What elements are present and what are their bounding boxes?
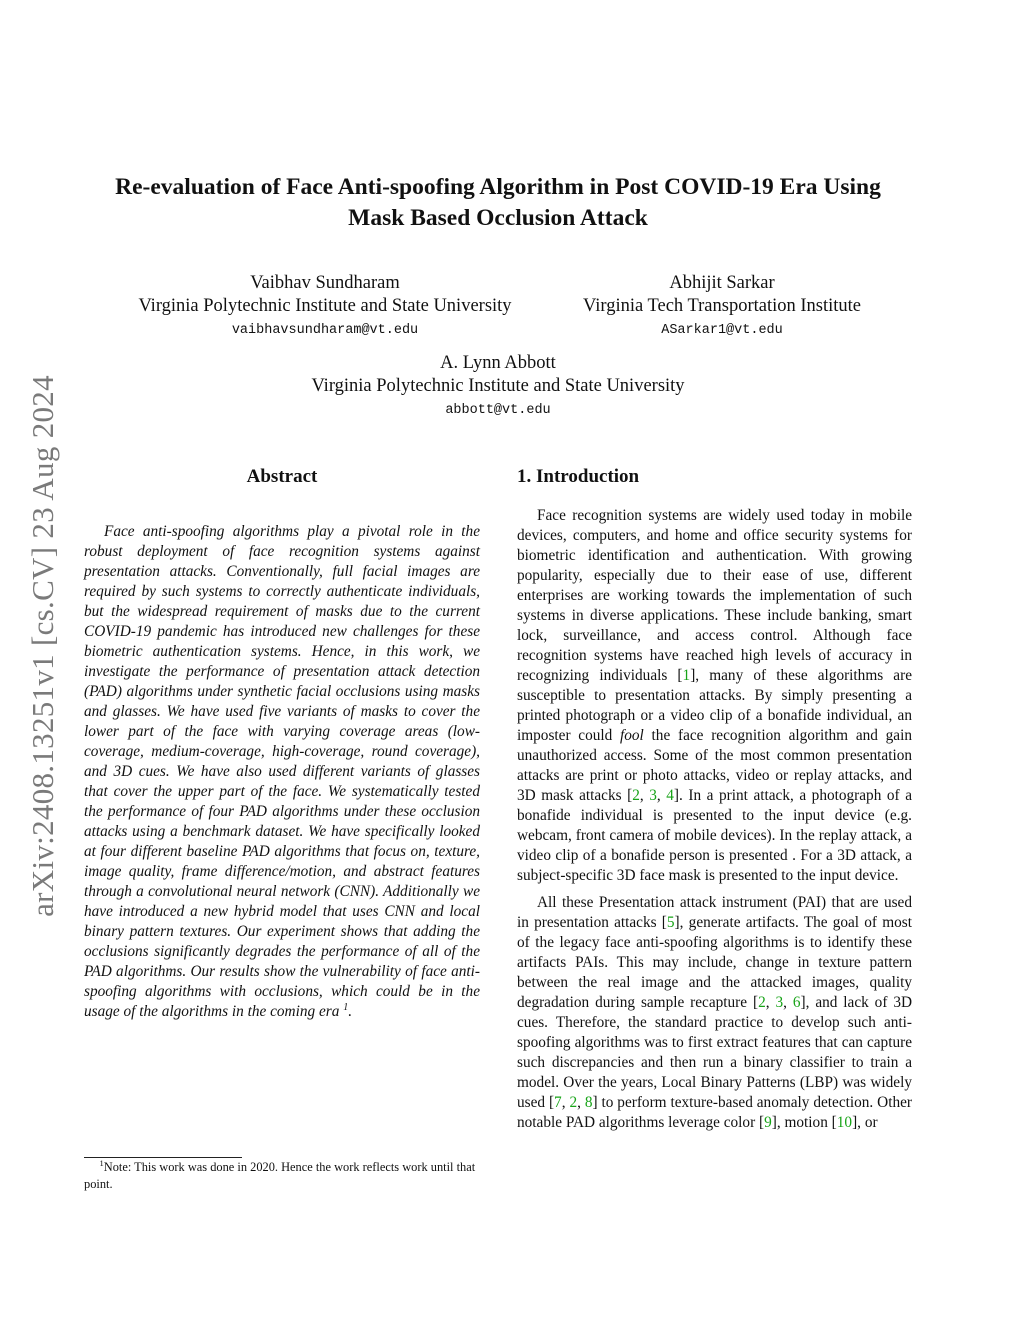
footnote-marker[interactable]: 1: [343, 1001, 349, 1013]
text-run: ] to perform texture-based anomaly detection. Other notable PAD algorithms leverage color [: [517, 1094, 912, 1131]
author-block-3: [200, 352, 796, 422]
citation-link[interactable]: 3: [775, 994, 784, 1011]
intro-paragraph-2: [517, 893, 912, 1133]
text-run: ,: [639, 787, 650, 804]
text-run: ], many of these algorithms are susceptible to presentation attacks. By simply presenting a printed photograph or a video clip of a bonafide individual, an imposter could: [517, 667, 912, 744]
text-run: ]. In a print attack, a photograph of a bonafide individual is presented to the input device (e.g. webcam, front camera of mobile devices). In the replay attack, a video clip of a bonafide person is presented . For a 3D attack, a subject-specific 3D face mask is presented to the input device.: [517, 787, 912, 884]
abstract-heading: Abstract: [246, 466, 318, 487]
emphasis-text: fool: [620, 727, 644, 744]
text-run: ,: [656, 787, 667, 804]
introduction-heading: 1. Introduction: [517, 466, 640, 487]
intro-paragraph-1: [517, 506, 912, 886]
footnote-number: 1: [99, 1157, 104, 1168]
citation-link[interactable]: 1: [682, 667, 691, 684]
arxiv-identifier: arXiv:2408.13251v1 [cs.CV] 23 Aug 2024: [25, 375, 60, 917]
text-run: ,: [577, 1094, 585, 1111]
text-run: Face recognition systems are widely used today in mobile devices, computers, and home and office security systems for biometric identification and authentication. With growing popularity, especially due to their ease of use, different enterprises are working towards the implementation of such systems in diverse applications. These include banking, smart lock, surveillance, and access control. Although face recognition systems have reached high levels of accuracy in recognizing individuals [: [517, 507, 912, 684]
footnote-divider: [84, 1157, 242, 1158]
text-run: ], and lack of 3D cues. Therefore, the standard practice to develop such anti-spoofing algorithms was to first extract features that can capture such discrepancies and then run a binary classifier to train a model. Over the years, Local Binary Patterns (LBP) was widely used [: [517, 994, 913, 1111]
title-line-1: Re-evaluation of Face Anti-spoofing Algorithm in Post COVID-19 Era Using: [115, 174, 881, 200]
author-affiliation: Virginia Tech Transportation Institute: [583, 296, 861, 316]
citation-link[interactable]: 6: [792, 994, 801, 1011]
abstract-end: .: [348, 1003, 353, 1020]
citation-link[interactable]: 9: [764, 1114, 772, 1131]
citation-link[interactable]: 2: [758, 994, 766, 1011]
citation-link[interactable]: 5: [666, 914, 675, 931]
author-affiliation: Virginia Polytechnic Institute and State University: [311, 376, 685, 396]
footnote-text: Note: This work was done in 2020. Hence the work reflects work until that point.: [84, 1160, 476, 1191]
right-column: [517, 462, 912, 1133]
author-block-2: [560, 272, 884, 342]
text-run: ,: [561, 1094, 570, 1111]
title-line-2: Mask Based Occlusion Attack: [348, 205, 648, 231]
text-run: ,: [765, 994, 776, 1011]
citation-link[interactable]: 8: [584, 1094, 593, 1111]
citation-link[interactable]: 2: [569, 1094, 578, 1111]
citation-link[interactable]: 2: [632, 787, 640, 804]
author-email[interactable]: abbott@vt.edu: [445, 403, 551, 418]
abstract-text: [84, 522, 480, 1022]
citation-link[interactable]: 10: [836, 1114, 853, 1131]
text-run: ], generate artifacts. The goal of most of the legacy face anti-spoofing algorithms is to identify these artifacts PAIs. This may include, change in texture pattern between the real image and the attacked images, quality degradation during sample recapture [: [517, 914, 912, 1011]
abstract-body: Face anti-spoofing algorithms play a pivotal role in the robust deployment of face recognition systems against presentation attacks. Conventionally, full facial images are required by such systems to correctly authenticate individuals, but the widespread requirement of masks due to the current COVID-19 pandemic has introduced new challenges for these biometric authentication systems. Hence, in this work, we investigate the performance of presentation attack detection (PAD) algorithms under synthetic facial occlusions using masks and glasses. We have used five variants of masks to cover the lower part of the face with varying coverage areas (low-coverage, medium-coverage, high-coverage, round coverage), and 3D cues. We have also used different variants of glasses that cover the upper part of the face. We systematically tested the performance of four PAD algorithms under these occlusion attacks using a benchmark dataset. We have specifically looked at four different baseline PAD algorithms that focus on, texture, image quality, frame difference/motion, and abstract features through a convolutional neural network (CNN). Additionally we have introduced a new hybrid model that uses CNN and local binary pattern textures. Our experiment shows that adding the occlusions significantly degrades the performance of all of the PAD algorithms. Our results show the vulnerability of face anti-spoofing algorithms with occlusions, which could be in the usage of the algorithms in the coming era: [84, 523, 480, 1020]
author-name: A. Lynn Abbott: [440, 353, 556, 373]
citation-link[interactable]: 3: [649, 787, 657, 804]
author-name: Vaibhav Sundharam: [250, 273, 400, 293]
citation-link[interactable]: 7: [554, 1094, 562, 1111]
text-run: ], or: [852, 1114, 878, 1131]
paper-title: [100, 172, 896, 234]
author-email[interactable]: ASarkar1@vt.edu: [661, 323, 783, 338]
author-email[interactable]: vaibhavsundharam@vt.edu: [231, 323, 419, 338]
left-column: [84, 462, 480, 1022]
author-block-1: [100, 272, 550, 342]
text-run: ], motion [: [771, 1114, 837, 1131]
footnote: [84, 1159, 480, 1193]
text-run: All these Presentation attack instrument (PAI) that are used in presentation attacks [: [517, 894, 912, 931]
text-run: ,: [783, 994, 793, 1011]
text-run: the face recognition algorithm and gain unauthorized access. Some of the most common presentation attacks are print or photo attacks, video or replay attacks, and 3D mask attacks [: [517, 727, 912, 804]
citation-link[interactable]: 4: [666, 787, 674, 804]
author-name: Abhijit Sarkar: [669, 273, 775, 293]
author-affiliation: Virginia Polytechnic Institute and State University: [138, 296, 512, 316]
